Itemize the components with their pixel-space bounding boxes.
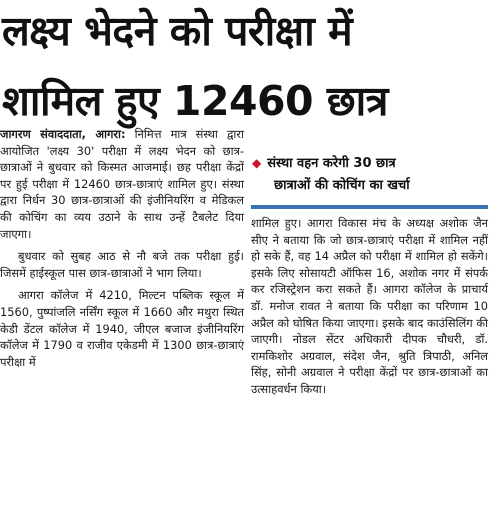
byline: जागरण संवाददाता, आगरा: <box>0 127 126 141</box>
highlight-line-1 <box>252 152 488 175</box>
paragraph-2: बुधवार को सुबह आठ से नौ बजे तक परीक्षा हुई। जिसमें हाईस्कूल पास छात्र-छात्राओं ने भाग लिया। <box>0 249 244 280</box>
headline-line-1: लक्ष्य भेदने को परीक्षा में <box>2 7 353 55</box>
highlight-text-1: संस्था वहन करेगी 30 छात्र <box>267 156 396 171</box>
paragraph-1-text: निमित्त मात्र संस्था द्वारा आयोजित 'लक्ष्य 30' परीक्षा में लक्ष्य भेदन को छात्र-छात्राओं ने बुधवार को किस्मत आजमाई। छह परीक्षा केंद्रों पर हुई परीक्षा में 12460 छात्र-छात्राएं शामिल हुए। संस्था द्वारा निर्धन 30 छात्र-छात्राओं की इंजीनियरिंग व मेडिकल की कोचिंग का व्यय उठाने के साथ उन्हें टैबलेट दिया जाएगा। <box>0 127 244 241</box>
article-right-column <box>251 215 488 404</box>
section-divider <box>251 205 488 209</box>
paragraph-1 <box>0 126 244 242</box>
article-left-column <box>0 126 244 376</box>
headline-line-2: शामिल हुए 12460 छात्र <box>2 77 388 125</box>
paragraph-4: शामिल हुए। आगरा विकास मंच के अध्यक्ष अशोक जैन सीए ने बताया कि जो छात्र-छात्राएं परीक्षा में शामिल नहीं हो सके हैं, वह 14 अप्रैल को परीक्षा में शामिल हो सकेंगे। इसके लिए सोसायटी ऑफिस 16, अशोक नगर में संपर्क कर रजिस्ट्रेशन करा सकते हैं। आगरा कॉलेज के प्राचार्य डॉ. मनोज रावत ने बताया कि परीक्षा का परिणाम 10 अप्रैल को घोषित किया जाएगा। इसके बाद काउंसिलिंग की जाएगी। नोडल सेंटर अधिकारी दीपक चौधरी, डॉ. रामकिशोर अग्रवाल, संदेश जैन, श्रुति त्रिपाठी, अनिल सिंह, सोनी अग्रवाल ने परीक्षा केंद्रों पर छात्र-छात्राओं का उत्साहवर्धन किया। <box>251 216 488 396</box>
highlight-line-2: छात्राओं की कोचिंग का खर्चा <box>274 178 410 193</box>
diamond-bullet-icon: ◆ <box>252 156 262 170</box>
paragraph-3: आगरा कॉलेज में 4210, मिल्टन पब्लिक स्कूल में 1560, पुष्पांजलि नर्सिंग स्कूल में 1660 और मथुरा स्थित केडी डेंटल कॉलेज में 1940, जीएल बजाज इंजीनियरिंग कॉलेज में 1790 व राजीव एकेडमी में 1300 छात्र-छात्राएं परीक्षा में <box>0 288 244 369</box>
highlight-box <box>252 152 488 197</box>
